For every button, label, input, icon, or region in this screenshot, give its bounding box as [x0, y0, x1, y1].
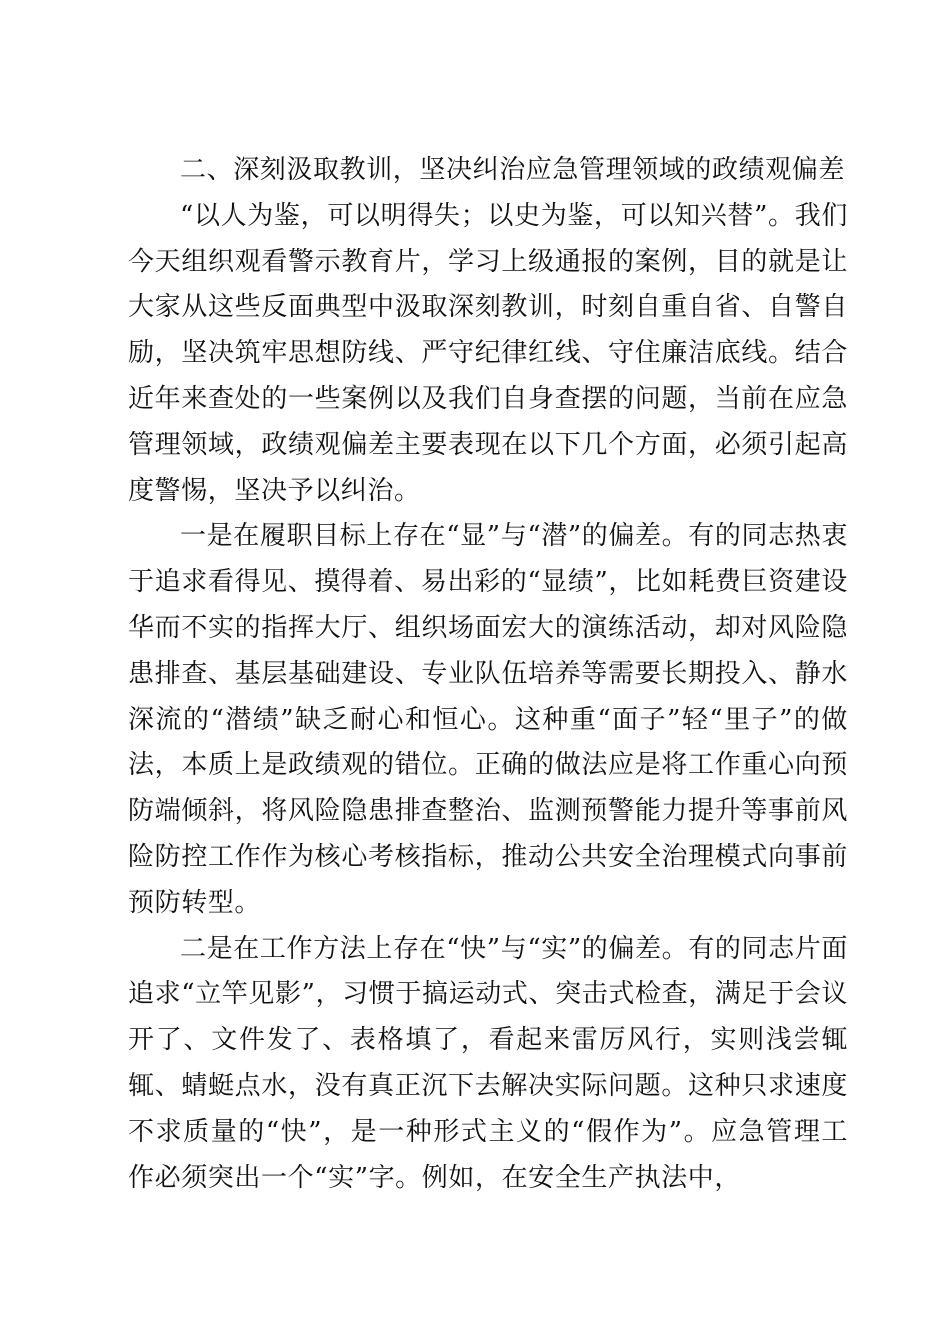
- paragraph-intro: “以人为鉴，可以明得失；以史为鉴，可以知兴替”。我们今天组织观看警示教育片，学习上级通报的案例，目的就是让大家从这些反面典型中汲取深刻教训，时刻自重自省、自警自励，坚决筑牢思想防线、严守纪律红线、守住廉洁底线。结合近年来查处的一些案例以及我们自身查摆的问题，当前在应急管理领域，政绩观偏差主要表现在以下几个方面，必须引起高度警惕，坚决予以纠治。: [128, 200, 848, 506]
- document-body: [128, 148, 848, 1201]
- section-heading: 二、深刻汲取教训，坚决纠治应急管理领域的政绩观偏差: [180, 155, 846, 185]
- paragraph-point-two: 二是在工作方法上存在“快”与“实”的偏差。有的同志片面追求“立竿见影”，习惯于搞运动式、突击式检查，满足于会议开了、文件发了、表格填了，看起来雷厉风行，实则浅尝辄辄、蜻蜓点水，没有真正沉下去解决实际问题。这种只求速度不求质量的“快”，是一种形式主义的“假作为”。应急管理工作必须突出一个“实”字。例如，在安全生产执法中，: [128, 933, 848, 1193]
- paragraph-point-one: 一是在履职目标上存在“显”与“潜”的偏差。有的同志热衷于追求看得见、摸得着、易出彩的“显绩”，比如耗费巨资建设华而不实的指挥大厅、组织场面宏大的演练活动，却对风险隐患排查、基层基础建设、专业队伍培养等需要长期投入、静水深流的“潜绩”缺乏耐心和恒心。这种重“面子”轻“里子”的做法，本质上是政绩观的错位。正确的做法应是将工作重心向预防端倾斜，将风险隐患排查整治、监测预警能力提升等事前风险防控工作作为核心考核指标，推动公共安全治理模式向事前预防转型。: [128, 521, 848, 918]
